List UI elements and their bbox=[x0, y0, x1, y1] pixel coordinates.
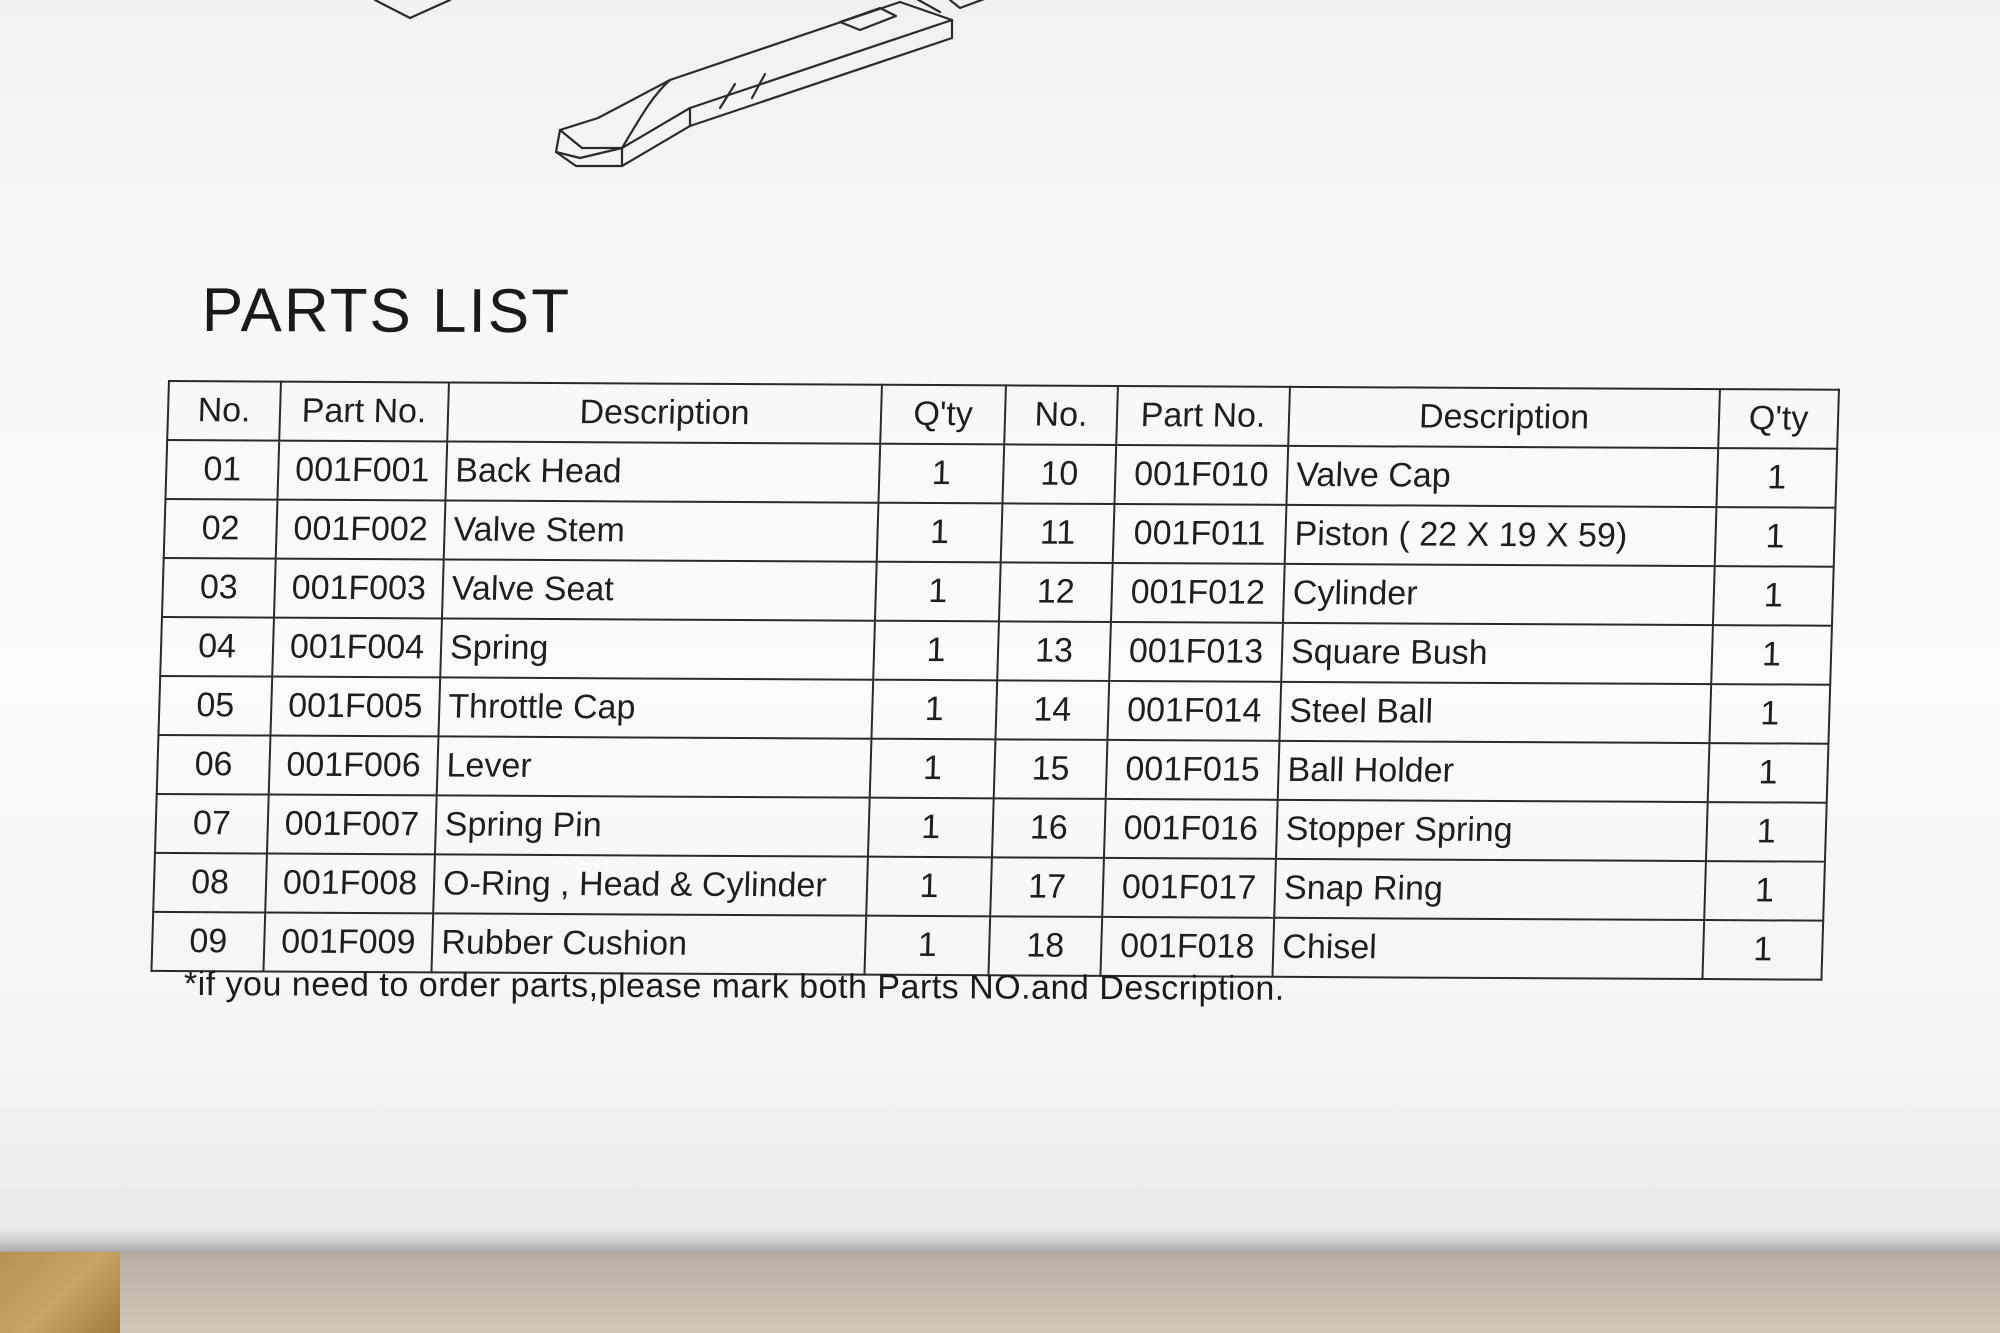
part-number: 001F018 bbox=[1100, 917, 1274, 977]
table-row bbox=[158, 676, 1830, 744]
part-number: 001F002 bbox=[276, 500, 446, 560]
part-description: Ball Holder bbox=[1278, 741, 1710, 802]
part-description: Valve Seat bbox=[442, 559, 877, 620]
part-number: 001F009 bbox=[263, 913, 433, 973]
table-row bbox=[160, 617, 1832, 685]
quantity: 1 bbox=[864, 916, 990, 976]
quantity: 1 bbox=[1715, 507, 1836, 567]
part-description: Valve Stem bbox=[444, 500, 879, 561]
quantity: 1 bbox=[1709, 684, 1830, 744]
parts-table bbox=[150, 380, 1840, 981]
part-number: 001F006 bbox=[269, 736, 439, 796]
tool-chisel-drawing bbox=[340, 0, 1000, 190]
header-qty-2: Q'ty bbox=[1718, 389, 1839, 449]
part-description: Throttle Cap bbox=[438, 677, 873, 738]
part-description: Chisel bbox=[1272, 918, 1704, 979]
quantity: 1 bbox=[875, 562, 1001, 622]
part-number: 001F010 bbox=[1114, 445, 1288, 505]
part-description: Snap Ring bbox=[1274, 859, 1706, 920]
header-part-no-2: Part No. bbox=[1116, 386, 1290, 446]
table-row bbox=[165, 440, 1837, 508]
table-header-row bbox=[167, 381, 1839, 449]
part-description: Stopper Spring bbox=[1276, 800, 1708, 861]
header-no-2: No. bbox=[1004, 385, 1118, 445]
item-no: 01 bbox=[165, 440, 279, 500]
item-no: 15 bbox=[994, 739, 1108, 799]
part-number: 001F011 bbox=[1113, 504, 1287, 564]
part-description: Rubber Cushion bbox=[431, 913, 866, 974]
quantity: 1 bbox=[1708, 743, 1829, 803]
part-number: 001F005 bbox=[270, 677, 440, 737]
part-number: 001F017 bbox=[1102, 858, 1276, 918]
quantity: 1 bbox=[871, 680, 997, 740]
quantity: 1 bbox=[870, 739, 996, 799]
header-description: Description bbox=[447, 382, 882, 443]
quantity: 1 bbox=[1702, 920, 1823, 980]
item-no: 08 bbox=[153, 853, 267, 913]
quantity: 1 bbox=[1711, 625, 1832, 685]
part-number: 001F007 bbox=[267, 795, 437, 855]
table-row bbox=[153, 853, 1825, 921]
parts-table-wrapper bbox=[150, 380, 1840, 981]
part-number: 001F014 bbox=[1107, 681, 1281, 741]
part-description: Cylinder bbox=[1283, 564, 1715, 625]
page-title: PARTS LIST bbox=[201, 276, 572, 347]
part-description: Back Head bbox=[445, 441, 880, 502]
part-number: 001F016 bbox=[1104, 799, 1278, 859]
table-row bbox=[157, 735, 1829, 803]
item-no: 09 bbox=[151, 912, 265, 972]
paper-edge bbox=[0, 1228, 2000, 1252]
part-number: 001F003 bbox=[274, 559, 444, 619]
quantity: 1 bbox=[1716, 448, 1837, 508]
quantity: 1 bbox=[1704, 861, 1825, 921]
part-number: 001F004 bbox=[272, 618, 442, 678]
item-no: 13 bbox=[997, 621, 1111, 681]
quantity: 1 bbox=[868, 798, 994, 858]
table-row bbox=[164, 499, 1836, 567]
part-description: O-Ring , Head & Cylinder bbox=[433, 854, 868, 915]
quantity: 1 bbox=[866, 857, 992, 917]
part-description: Valve Cap bbox=[1286, 446, 1718, 507]
part-description: Steel Ball bbox=[1279, 682, 1711, 743]
item-no: 06 bbox=[157, 735, 271, 795]
table-row bbox=[162, 558, 1834, 626]
part-description: Spring Pin bbox=[435, 795, 870, 856]
item-no: 03 bbox=[162, 558, 276, 618]
quantity: 1 bbox=[1706, 802, 1827, 862]
part-description: Square Bush bbox=[1281, 623, 1713, 684]
order-note: *if you need to order parts,please mark both Parts NO.and Description. bbox=[183, 965, 1285, 1008]
part-description: Spring bbox=[440, 618, 875, 679]
item-no: 04 bbox=[160, 617, 274, 677]
part-number: 001F008 bbox=[265, 854, 435, 914]
item-no: 16 bbox=[992, 798, 1106, 858]
quantity: 1 bbox=[878, 444, 1004, 504]
part-number: 001F015 bbox=[1106, 740, 1280, 800]
part-description: Piston ( 22 X 19 X 59) bbox=[1285, 505, 1717, 566]
part-number: 001F013 bbox=[1109, 622, 1283, 682]
item-no: 17 bbox=[990, 857, 1104, 917]
part-number: 001F012 bbox=[1111, 563, 1285, 623]
header-no: No. bbox=[167, 381, 281, 441]
header-part-no: Part No. bbox=[279, 382, 449, 442]
header-qty: Q'ty bbox=[880, 385, 1006, 445]
quantity: 1 bbox=[1713, 566, 1834, 626]
item-no: 12 bbox=[999, 562, 1113, 622]
item-no: 14 bbox=[995, 680, 1109, 740]
header-description-2: Description bbox=[1288, 387, 1720, 448]
item-no: 02 bbox=[164, 499, 278, 559]
item-no: 18 bbox=[988, 916, 1102, 976]
quantity: 1 bbox=[873, 621, 999, 681]
quantity: 1 bbox=[877, 503, 1003, 563]
part-description: Lever bbox=[437, 736, 872, 797]
item-no: 11 bbox=[1001, 503, 1115, 563]
part-number: 001F001 bbox=[277, 441, 447, 501]
item-no: 07 bbox=[155, 794, 269, 854]
item-no: 10 bbox=[1002, 444, 1116, 504]
table-row bbox=[155, 794, 1827, 862]
item-no: 05 bbox=[158, 676, 272, 736]
